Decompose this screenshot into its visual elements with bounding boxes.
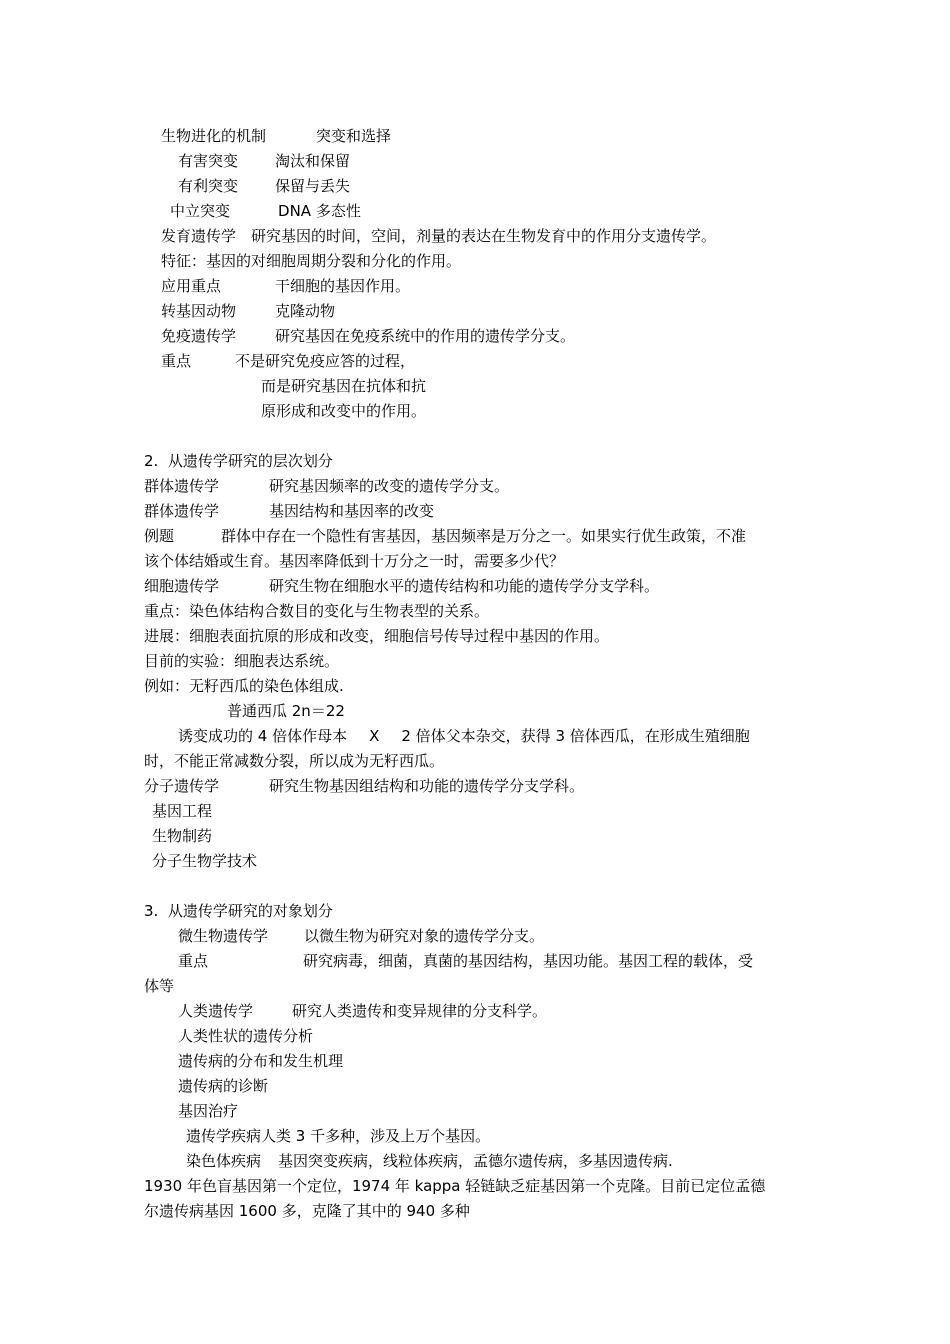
text-line: 尔遗传病基因 1600 多，克隆了其中的 940 多种 bbox=[144, 1202, 470, 1220]
text-line: 例题 群体中存在一个隐性有害基因，基因频率是万分之一。如果实行优生政策，不准 bbox=[144, 527, 747, 545]
text-line: 重点 研究病毒，细菌，真菌的基因结构，基因功能。基因工程的载体，受 bbox=[178, 952, 754, 970]
text-line: 遗传学疾病人类 3 千多种，涉及上万个基因。 bbox=[186, 1127, 491, 1145]
text-line: 细胞遗传学 研究生物在细胞水平的遗传结构和功能的遗传学分支学科。 bbox=[144, 577, 660, 595]
text-line: 基因治疗 bbox=[178, 1102, 239, 1120]
text-line: 原形成和改变中的作用。 bbox=[261, 402, 427, 420]
text-line: 重点：染色体结构合数目的变化与生物表型的关系。 bbox=[144, 602, 490, 620]
text-line: 中立突变 DNA 多态性 bbox=[170, 202, 361, 220]
text-line: 分子生物学技术 bbox=[152, 852, 258, 870]
text-line: 体等 bbox=[144, 977, 175, 995]
text-line: 有害突变 淘汰和保留 bbox=[178, 152, 351, 170]
text-line: 生物进化的机制 突变和选择 bbox=[161, 127, 392, 145]
text-line: 免疫遗传学 研究基因在免疫系统中的作用的遗传学分支。 bbox=[161, 327, 576, 345]
text-line: 人类遗传学 研究人类遗传和变异规律的分支科学。 bbox=[178, 1002, 548, 1020]
text-line: 进展：细胞表面抗原的形成和改变，细胞信号传导过程中基因的作用。 bbox=[144, 627, 610, 645]
text-line: 普通西瓜 2n＝22 bbox=[227, 702, 345, 720]
text-line: 例如：无籽西瓜的染色体组成. bbox=[144, 677, 344, 695]
section-heading: 2. 从遗传学研究的层次划分 bbox=[144, 452, 333, 470]
text-line: 微生物遗传学 以微生物为研究对象的遗传学分支。 bbox=[178, 927, 545, 945]
text-line: 遗传病的分布和发生机理 bbox=[178, 1052, 344, 1070]
text-line: 时，不能正常减数分裂，所以成为无籽西瓜。 bbox=[144, 752, 445, 770]
text-line: 转基因动物 克隆动物 bbox=[161, 302, 336, 320]
text-line: 应用重点 干细胞的基因作用。 bbox=[161, 277, 411, 295]
text-line: 有利突变 保留与丢失 bbox=[178, 177, 351, 195]
text-line: 该个体结婚或生育。基因率降低到十万分之一时，需要多少代？ bbox=[144, 552, 565, 570]
text-line: 重点 不是研究免疫应答的过程， bbox=[161, 352, 416, 370]
text-line: 发育遗传学 研究基因的时间，空间，剂量的表达在生物发育中的作用分支遗传学。 bbox=[161, 227, 717, 245]
text-line: 基因工程 bbox=[152, 802, 213, 820]
section-heading: 3. 从遗传学研究的对象划分 bbox=[144, 902, 333, 920]
text-line: 诱变成功的 4 倍体作母本 X 2 倍体父本杂交，获得 3 倍体西瓜，在形成生殖细胞 bbox=[178, 727, 750, 745]
text-line: 人类性状的遗传分析 bbox=[178, 1027, 314, 1045]
text-line: 群体遗传学 研究基因频率的改变的遗传学分支。 bbox=[144, 477, 510, 495]
text-line: 群体遗传学 基因结构和基因率的改变 bbox=[144, 502, 435, 520]
text-line: 1930 年色盲基因第一个定位，1974 年 kappa 轻链缺乏症基因第一个克隆。目前已定位孟德 bbox=[144, 1177, 766, 1195]
text-line: 目前的实验：细胞表达系统。 bbox=[144, 652, 340, 670]
text-line: 生物制药 bbox=[152, 827, 213, 845]
text-line: 而是研究基因在抗体和抗 bbox=[261, 377, 427, 395]
text-line: 分子遗传学 研究生物基因组结构和功能的遗传学分支学科。 bbox=[144, 777, 585, 795]
text-line: 特征：基因的对细胞周期分裂和分化的作用。 bbox=[161, 252, 462, 270]
text-line: 遗传病的诊断 bbox=[178, 1077, 269, 1095]
text-line: 染色体疾病 基因突变疾病，线粒体疾病，孟德尔遗传病，多基因遗传病. bbox=[186, 1152, 673, 1170]
